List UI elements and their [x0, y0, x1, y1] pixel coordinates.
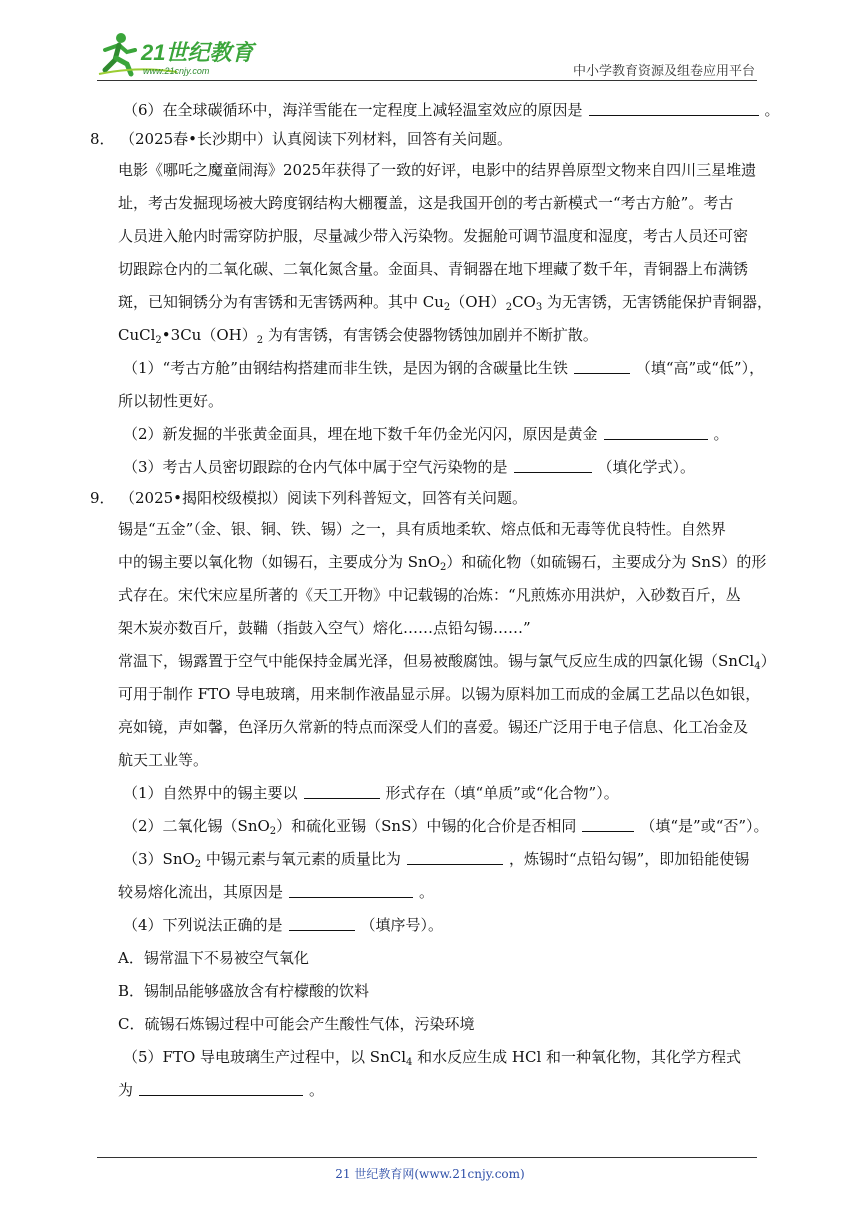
text: （填“是”或“否”）。	[640, 817, 769, 835]
q8-passage-line	[90, 286, 770, 319]
text: （4）下列说法正确的是	[123, 916, 283, 934]
option-a: A．锡常温下不易被空气氧化	[118, 949, 309, 967]
text: 常温下，锡露置于空气中能保持金属光泽，但易被酸腐蚀。锡与氯气反应生成的四氯化锡（SnCl	[118, 652, 755, 670]
text: 。	[419, 883, 435, 901]
text: CO	[512, 293, 536, 311]
q9-sub5-cont	[90, 1074, 770, 1107]
q8-sub3	[90, 451, 770, 484]
q8-passage-line	[90, 319, 770, 352]
answer-blank	[407, 863, 503, 865]
text: （2）二氧化锡（SnO	[123, 817, 270, 835]
logo-text: 21世纪教育	[141, 40, 254, 65]
q8-passage-line: 切跟踪仓内的二氧化碳、二氧化氮含量。金面具、青铜器在地下埋藏了数千年，青铜器上布满锈	[118, 260, 749, 278]
text: 中的锡主要以氧化物（如锡石，主要成分为 SnO	[118, 553, 441, 571]
document-body	[90, 96, 780, 1107]
q8-sub2	[90, 418, 770, 451]
footer-divider	[97, 1157, 757, 1158]
q9-sub2	[90, 810, 770, 843]
text: （3）SnO	[123, 850, 195, 868]
text: 形式存在（填“单质”或“化合物”）。	[385, 784, 619, 802]
q8-passage-line: 人员进入舱内时需穿防护服，尽量减少带入污染物。发掘舱可调节温度和湿度，考古人员还可密	[118, 227, 749, 245]
page-footer: 21 世纪教育网(www.21cnjy.com)	[335, 1167, 525, 1181]
answer-blank	[289, 896, 413, 898]
question-number: 8．	[90, 130, 115, 148]
q8-passage-line: 址，考古发掘现场被大跨度钢结构大棚覆盖，这是我国开创的考古新模式一“考古方舱”。考古	[118, 194, 734, 212]
platform-name: 中小学教育资源及组卷应用平台	[572, 64, 755, 79]
q8-source: （2025春•长沙期中）认真阅读下列材料，回答有关问题。	[120, 130, 513, 148]
q8-sub1	[90, 352, 770, 385]
subscript: 2	[443, 302, 451, 313]
subscript: 4	[754, 661, 761, 672]
q9-passage-line: 航天工业等。	[118, 751, 209, 769]
subscript: 2	[505, 302, 513, 313]
q9-sub1	[90, 777, 770, 810]
text: 较易熔化流出，其原因是	[118, 883, 284, 901]
subscript: 3	[535, 302, 543, 313]
text: （1）自然界中的锡主要以	[123, 784, 298, 802]
answer-blank	[604, 438, 708, 440]
subscript: 2	[440, 562, 447, 573]
text: 为有害锈，有害锈会使器物锈蚀加剧并不断扩散。	[263, 326, 598, 344]
subscript: 2	[194, 859, 202, 870]
answer-blank	[289, 929, 355, 931]
q7-sub6	[90, 96, 780, 125]
text: 和水反应生成 HCl 和一种氧化物，其化学方程式	[412, 1048, 742, 1066]
subscript: 2	[155, 335, 162, 346]
question-number: 9．	[90, 489, 115, 507]
q9-passage-line	[90, 546, 770, 579]
text: 为	[118, 1081, 134, 1099]
q9-source: （2025•揭阳校级模拟）阅读下列科普短文，回答有关问题。	[120, 489, 528, 507]
q9-sub5	[90, 1041, 770, 1074]
text: 为无害锈，无害锈能保护青铜器，	[542, 293, 772, 311]
subscript: 4	[406, 1057, 413, 1068]
text: （5）FTO 导电玻璃生产过程中，以 SnCl	[123, 1048, 407, 1066]
q9-passage-line: 可用于制作 FTO 导电玻璃，用来制作液晶显示屏。以锡为原料加工而成的金属工艺品以色如银，	[118, 685, 761, 703]
q7-sub6-text: （6）在全球碳循环中，海洋雪能在一定程度上减轻温室效应的原因是	[123, 101, 583, 119]
text: （1）“考古方舱”由钢结构搭建而非生铁，是因为钢的含碳量比生铁	[123, 359, 568, 377]
text: 斑，已知铜锈分为有害锈和无害锈两种。其中 Cu	[118, 293, 444, 311]
subscript: 2	[256, 335, 264, 346]
option-c: C．硫锡石炼锡过程中可能会产生酸性气体，污染环境	[118, 1015, 475, 1033]
q9-heading	[90, 484, 770, 513]
q9-passage-line: 式存在。宋代宋应星所著的《天工开物》中记载锡的冶炼：“凡煎炼亦用洪炉，入砂数百斤，丛	[118, 586, 741, 604]
text: 中锡元素与氧元素的质量比为	[201, 850, 401, 868]
text: 。	[309, 1081, 325, 1099]
answer-blank	[589, 114, 759, 116]
punct: 。	[764, 101, 780, 119]
text: CuCl	[118, 326, 156, 344]
text: （2）新发掘的半张黄金面具，埋在地下数千年仍金光闪闪，原因是黄金	[123, 425, 598, 443]
answer-blank	[139, 1094, 303, 1096]
q9-sub4	[90, 909, 770, 942]
q9-passage-line: 架木炭亦数百斤，鼓鞴（指鼓入空气）熔化……点铅勾锡……”	[118, 619, 531, 637]
header-divider	[97, 80, 757, 81]
option-b: B．锡制品能够盛放含有柠檬酸的饮料	[118, 982, 370, 1000]
text: ）和硫化物（如硫锡石，主要成分为 SnS）的形	[446, 553, 767, 571]
q9-sub3-cont	[90, 876, 770, 909]
q9-passage-line: 亮如镜，声如馨，色泽历久常新的特点而深受人们的喜爱。锡还广泛用于电子信息、化工冶金及	[118, 718, 749, 736]
answer-blank	[514, 471, 592, 473]
text: ）	[760, 652, 776, 670]
text: （OH）	[450, 293, 506, 311]
text: （填化学式）。	[597, 458, 696, 476]
q8-sub1-cont: 所以韧性更好。	[118, 392, 224, 410]
text: ，炼锡时“点铅勾锡”，即加铅能使锡	[508, 850, 750, 868]
text: ）和硫化亚锡（SnS）中锡的化合价是否相同	[276, 817, 577, 835]
logo	[97, 30, 267, 78]
page-header	[97, 30, 757, 86]
text: （填“高”或“低”），	[635, 359, 765, 377]
logo-url: www.21cnjy.com	[143, 66, 210, 76]
subscript: 2	[269, 826, 277, 837]
answer-blank	[582, 830, 634, 832]
q8-passage-line: 电影《哪吒之魔童闹海》2025年获得了一致的好评，电影中的结界兽原型文物来自四川三星堆遗	[118, 161, 757, 179]
q9-passage-line	[90, 645, 776, 678]
text: •3Cu（OH）	[161, 326, 257, 344]
text: 。	[713, 425, 729, 443]
q9-sub3	[90, 843, 770, 876]
q9-passage-line: 锡是“五金”（金、银、铜、铁、锡）之一，具有质地柔软、熔点低和无毒等优良特性。自然界	[118, 520, 726, 538]
answer-blank	[304, 797, 380, 799]
text: （3）考古人员密切跟踪的仓内气体中属于空气污染物的是	[123, 458, 508, 476]
text: （填序号）。	[360, 916, 444, 934]
q8-heading	[90, 125, 770, 154]
answer-blank	[574, 372, 630, 374]
